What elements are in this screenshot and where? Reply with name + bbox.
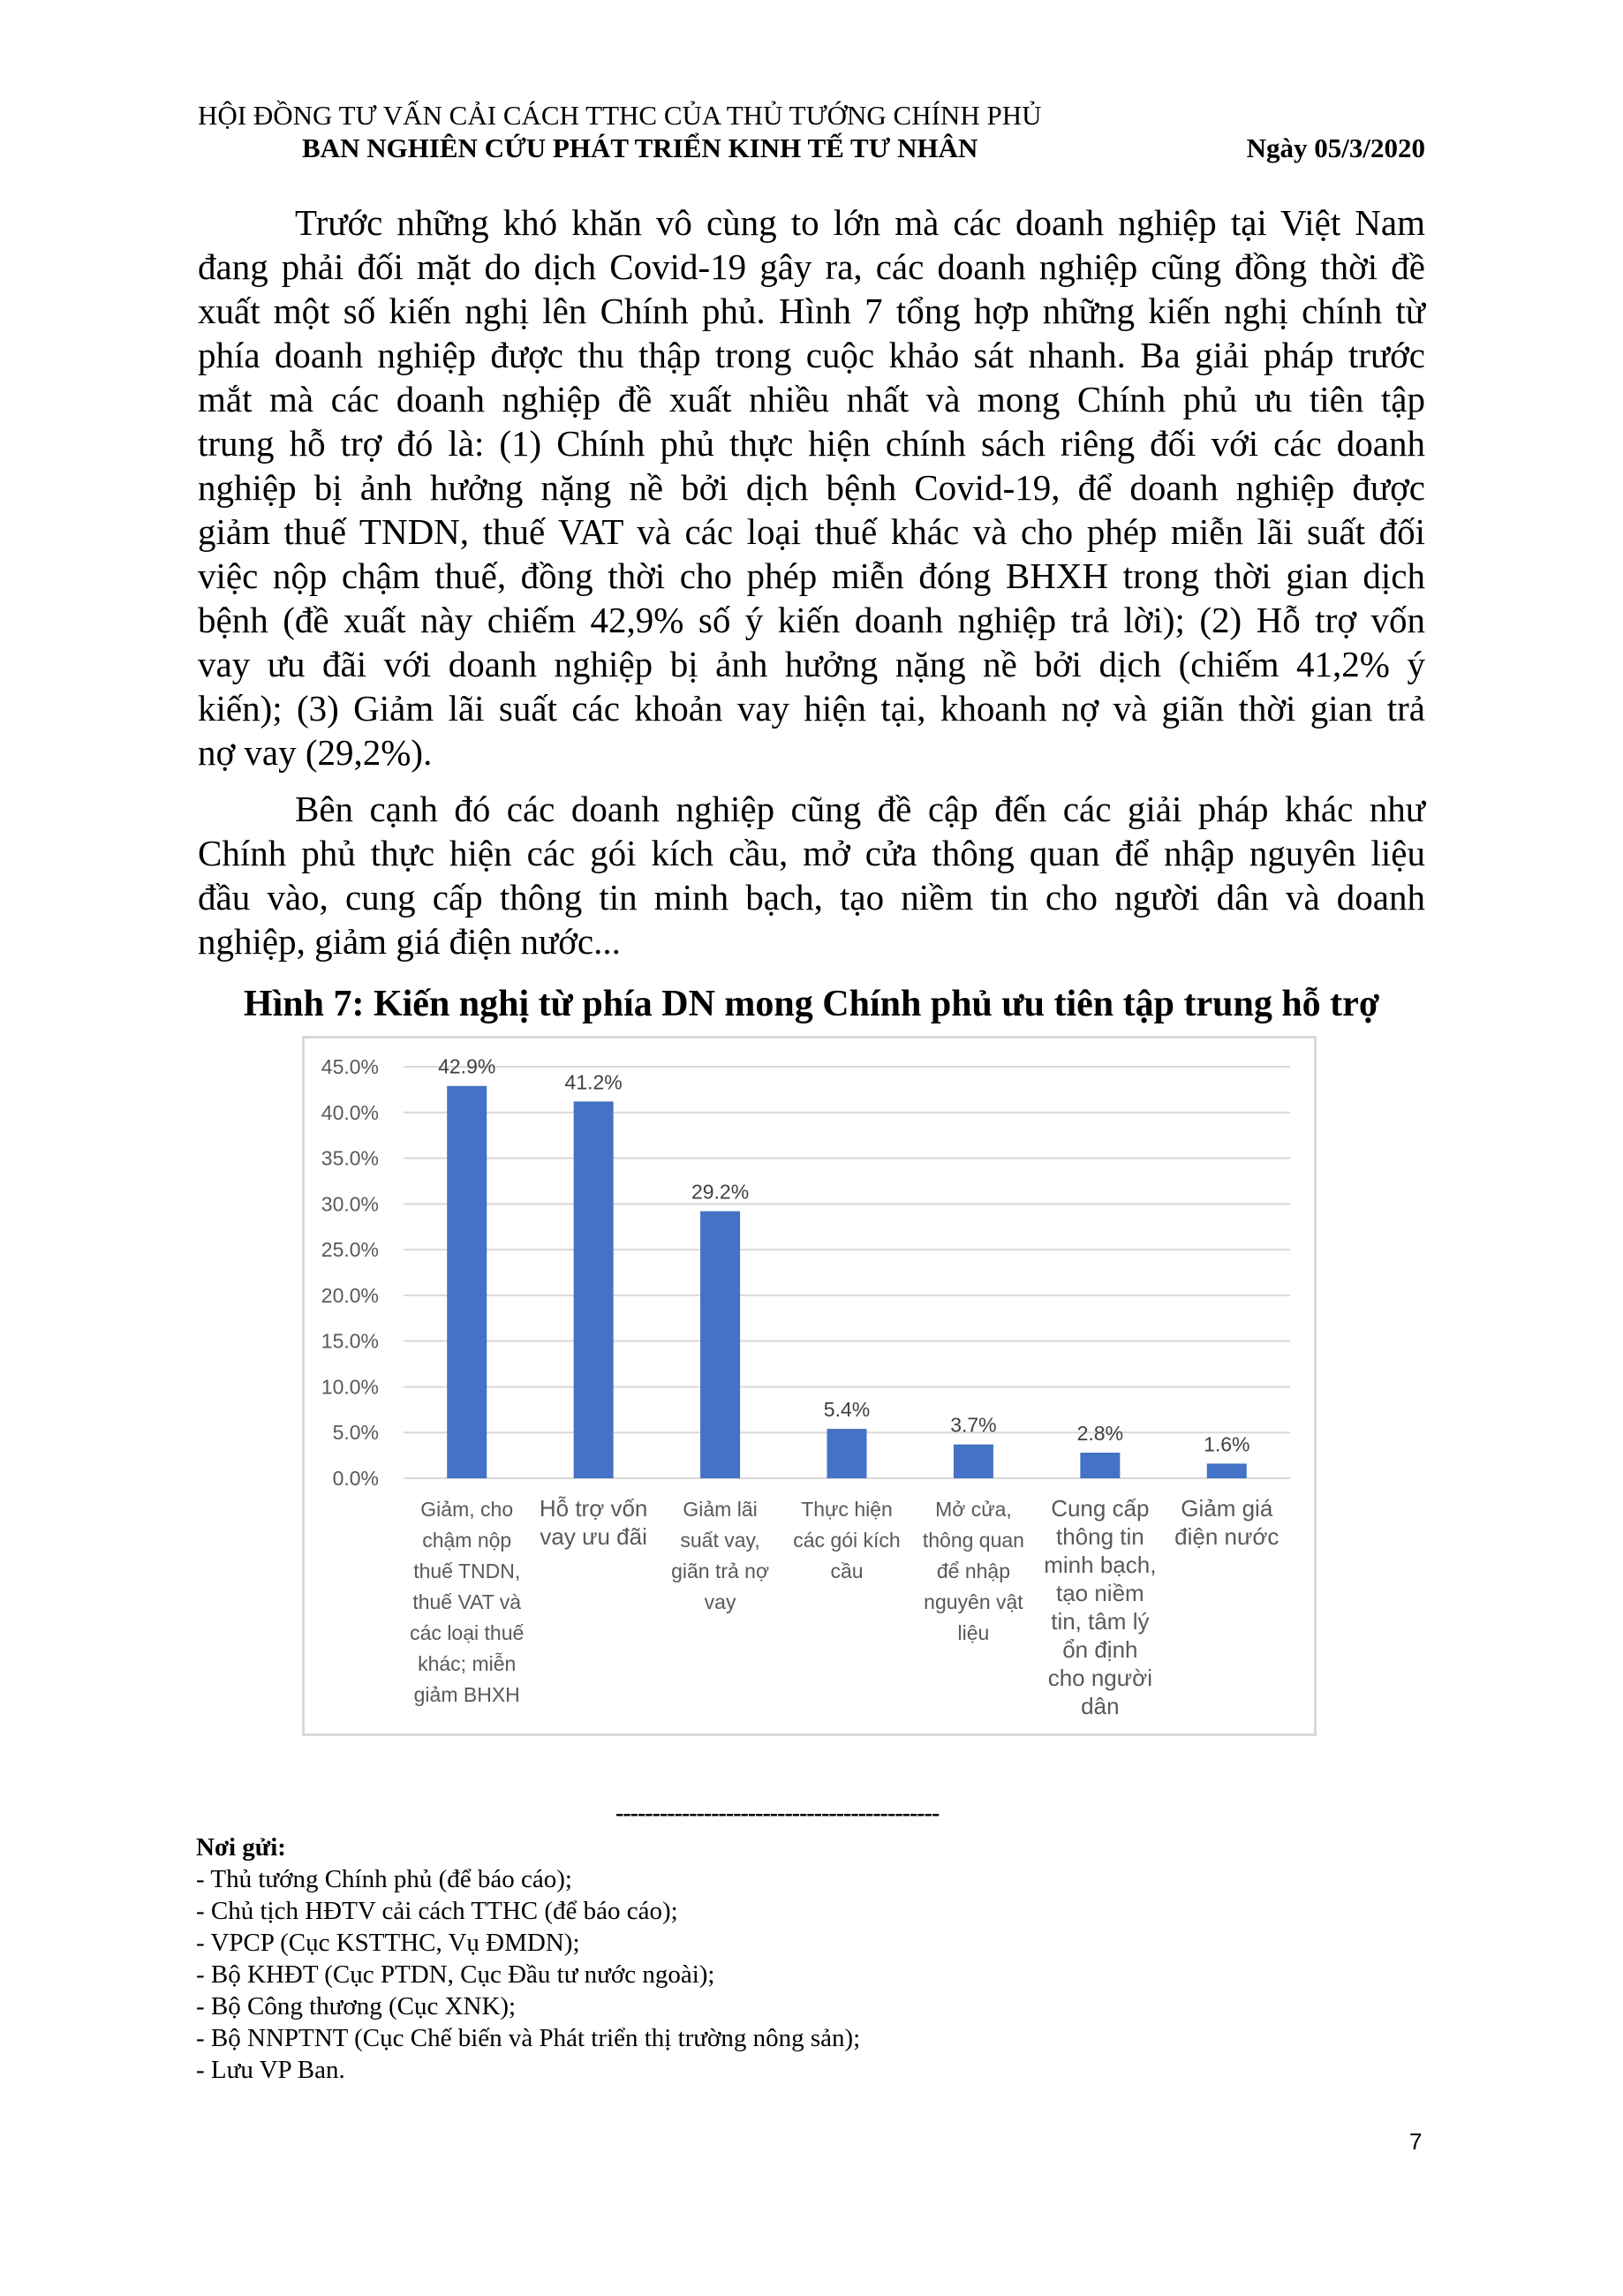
- header-date: Ngày 05/3/2020: [1246, 132, 1425, 163]
- recipients-title: Nơi gửi:: [196, 1833, 286, 1862]
- category-label: thuế TNDN,: [413, 1560, 521, 1582]
- paragraph-line: vay ưu đãi với doanh nghiệp bị ảnh hưởng nặng nề bởi dịch (chiếm 41,2% ý: [198, 644, 1425, 684]
- category-label: liệu: [957, 1621, 990, 1644]
- category-label: tạo niềm: [1055, 1580, 1144, 1606]
- category-label: Giảm giá: [1181, 1495, 1273, 1522]
- category-label: thuế VAT và: [412, 1590, 522, 1613]
- category-label: Hỗ trợ vốn: [539, 1495, 648, 1522]
- paragraph-line: đầu vào, cung cấp thông tin minh bạch, tạo niềm tin cho người dân và doanh: [198, 877, 1425, 918]
- recipient-item: - VPCP (Cục KSTTHC, Vụ ĐMDN);: [196, 1929, 580, 1957]
- figure-title: Hình 7: Kiến nghị từ phía DN mong Chính phủ ưu tiên tập trung hỗ trợ: [243, 984, 1380, 1024]
- category-label: tin, tâm lý: [1051, 1608, 1150, 1635]
- paragraph-line: Trước những khó khăn vô cùng to lớn mà các doanh nghiệp tại Việt Nam: [295, 202, 1425, 243]
- category-label: dân: [1081, 1693, 1120, 1719]
- data-label: 1.6%: [1204, 1432, 1250, 1456]
- y-tick-label: 0.0%: [332, 1467, 379, 1490]
- paragraph-line: mắt mà các doanh nghiệp đề xuất nhiều nhất và mong Chính phủ ưu tiên tập: [198, 379, 1425, 419]
- bar: [1207, 1463, 1247, 1478]
- y-tick-label: 10.0%: [321, 1375, 379, 1399]
- recipients-list: [196, 1863, 860, 2086]
- paragraph-line: kiến); (3) Giảm lãi suất các khoản vay hiện tại, khoanh nợ và giãn thời gian trả: [198, 688, 1425, 729]
- category-label: các gói kích: [793, 1529, 901, 1552]
- data-label: 41.2%: [564, 1070, 623, 1094]
- category-label: giảm BHXH: [413, 1683, 520, 1706]
- bar: [954, 1445, 993, 1478]
- header-council-name: HỘI ĐỒNG TƯ VẤN CẢI CÁCH TTHC CỦA THỦ TƯỚNG CHÍNH PHỦ: [198, 100, 1042, 131]
- paragraph-2: [198, 787, 1425, 963]
- recipient-item: - Lưu VP Ban.: [196, 2056, 345, 2084]
- data-label: 29.2%: [691, 1180, 750, 1204]
- bar: [574, 1101, 614, 1478]
- paragraph-line: bệnh (đề xuất này chiếm 42,9% số ý kiến doanh nghiệp trả lời); (2) Hỗ trợ vốn: [198, 600, 1425, 640]
- category-label: các loại thuế: [410, 1621, 525, 1644]
- paragraph-line: nghiệp bị ảnh hưởng nặng nề bởi dịch bệnh Covid-19, để doanh nghiệp được: [198, 467, 1425, 508]
- data-label: 42.9%: [438, 1054, 496, 1078]
- y-tick-label: 30.0%: [321, 1192, 379, 1216]
- category-label: Cung cấp: [1051, 1495, 1150, 1522]
- category-label: khác; miễn: [418, 1652, 517, 1675]
- y-tick-label: 20.0%: [321, 1283, 379, 1307]
- paragraph-line: giảm thuế TNDN, thuế VAT và các loại thuế khác và cho phép miễn lãi suất đối: [198, 511, 1425, 552]
- category-label: Mở cửa,: [935, 1498, 1012, 1521]
- category-label: cho người: [1047, 1665, 1153, 1691]
- paragraph-line: Chính phủ thực hiện các gói kích cầu, mở cửa thông quan để nhập nguyên liệu: [198, 833, 1425, 873]
- page-number: 7: [1409, 2128, 1423, 2155]
- category-label: nguyên vật: [924, 1590, 1023, 1613]
- category-label: thông tin: [1055, 1523, 1144, 1550]
- category-label: minh bạch,: [1044, 1552, 1157, 1578]
- y-tick-label: 25.0%: [321, 1238, 379, 1262]
- category-label: vay ưu đãi: [540, 1523, 647, 1550]
- y-tick-label: 5.0%: [332, 1421, 379, 1445]
- y-tick-label: 15.0%: [321, 1329, 379, 1353]
- header-board-name: BAN NGHIÊN CỨU PHÁT TRIỂN KINH TẾ TƯ NHÂN: [302, 132, 978, 163]
- paragraph-line: phía doanh nghiệp được thu thập trong cuộc khảo sát nhanh. Ba giải pháp trước: [198, 335, 1425, 375]
- recipient-item: - Chủ tịch HĐTV cải cách TTHC (để báo cáo);: [196, 1897, 678, 1925]
- paragraph-line: trung hỗ trợ đó là: (1) Chính phủ thực hiện chính sách riêng đối với các doanh: [198, 423, 1425, 464]
- bar-chart: [305, 1038, 1314, 1733]
- bar: [827, 1429, 867, 1478]
- recipient-item: - Bộ NNPTNT (Cục Chế biến và Phát triển thị trường nông sản);: [196, 2024, 861, 2052]
- category-label: để nhập: [936, 1560, 1010, 1582]
- paragraph-1: [198, 200, 1425, 774]
- recipient-item: - Bộ Công thương (Cục XNK);: [196, 1992, 517, 2020]
- bar: [1080, 1453, 1120, 1478]
- category-label: chậm nộp: [422, 1529, 512, 1552]
- recipient-item: - Thủ tướng Chính phủ (để báo cáo);: [196, 1865, 572, 1893]
- category-label: suất vay,: [680, 1529, 760, 1552]
- paragraph-line: nghiệp, giảm giá điện nước...: [198, 921, 621, 962]
- bar: [700, 1212, 740, 1478]
- bar: [447, 1086, 487, 1478]
- category-label: giãn trả nợ: [671, 1560, 770, 1582]
- chart-frame: [302, 1036, 1317, 1736]
- separator-line: --------------------------------------------: [615, 1801, 940, 1826]
- recipient-item: - Bộ KHĐT (Cục PTDN, Cục Đầu tư nước ngoài);: [196, 1960, 715, 1989]
- y-tick-label: 40.0%: [321, 1100, 379, 1124]
- category-label: Thực hiện: [801, 1498, 893, 1521]
- data-label: 5.4%: [823, 1398, 871, 1422]
- category-label: điện nước: [1174, 1523, 1280, 1550]
- category-label: thông quan: [922, 1529, 1024, 1552]
- category-label: Giảm, cho: [420, 1498, 514, 1521]
- category-label: ổn định: [1062, 1636, 1138, 1663]
- category-label: vay: [704, 1590, 736, 1613]
- paragraph-line: đang phải đối mặt do dịch Covid-19 gây ra, các doanh nghiệp cũng đồng thời đề: [198, 246, 1425, 287]
- category-label: cầu: [830, 1560, 864, 1582]
- y-tick-label: 45.0%: [321, 1055, 379, 1078]
- category-label: Giảm lãi: [683, 1498, 758, 1521]
- paragraph-line: xuất một số kiến nghị lên Chính phủ. Hình 7 tổng hợp những kiến nghị chính từ: [198, 291, 1425, 331]
- y-tick-label: 35.0%: [321, 1146, 379, 1170]
- paragraph-line: việc nộp chậm thuế, đồng thời cho phép miễn đóng BHXH trong thời gian dịch: [198, 555, 1425, 596]
- paragraph-line: Bên cạnh đó các doanh nghiệp cũng đề cập đến các giải pháp khác như: [295, 789, 1425, 829]
- paragraph-line: nợ vay (29,2%).: [198, 732, 433, 773]
- data-label: 3.7%: [950, 1413, 997, 1437]
- data-label: 2.8%: [1076, 1422, 1124, 1446]
